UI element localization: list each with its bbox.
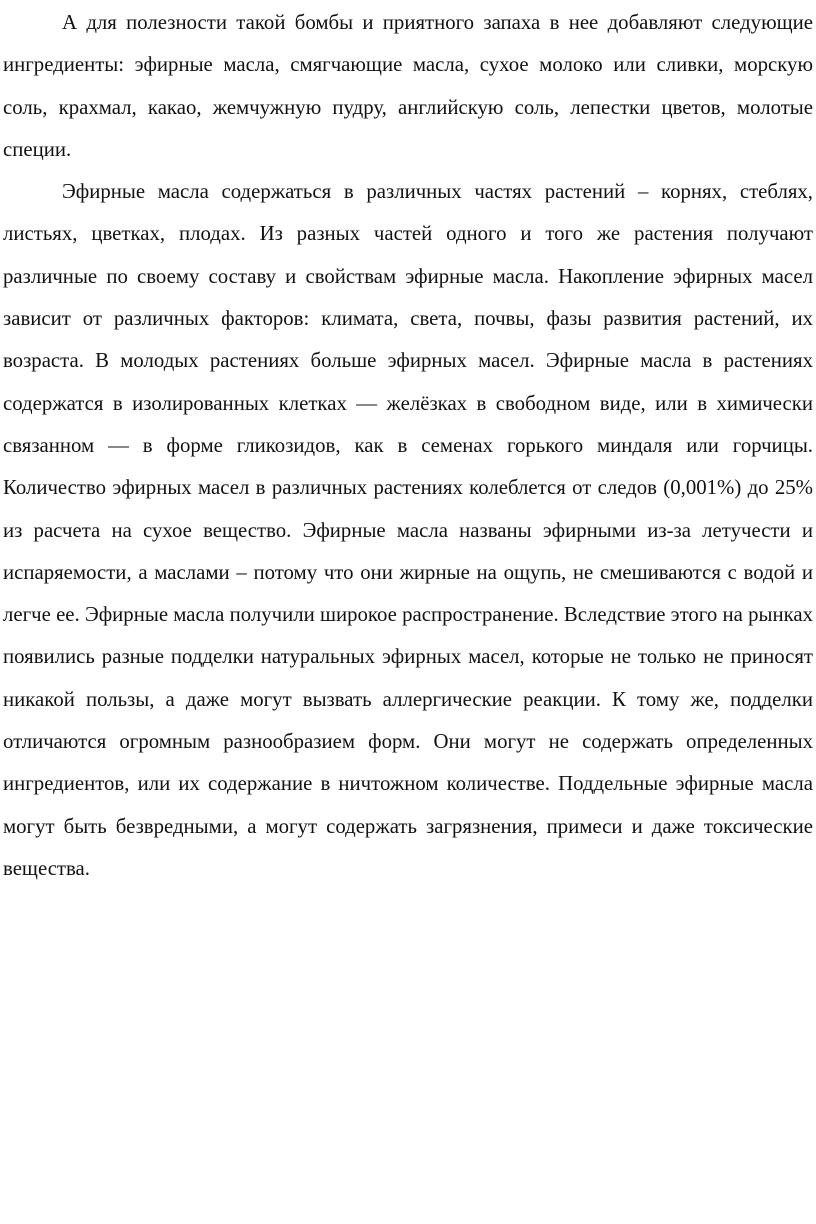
- paragraph-essential-oils: Эфирные масла содержаться в различных частях растений – корнях, стеблях, листьях, цветках, плодах. Из разных частей одного и того же растения получают различные по своему составу и свойствам эфирные масла. Накопление эфирных масел зависит от различных факторов: климата, света, почвы, фазы развития растений, их возраста. В молодых растениях больше эфирных масел. Эфирные масла в растениях содержатся в изолированных клетках — желёзках в свободном виде, или в химически связанном — в форме гликозидов, как в семенах горького миндаля или горчицы. Количество эфирных масел в различных растениях колеблется от следов (0,001%) до 25% из расчета на сухое вещество. Эфирные масла названы эфирными из-за летучести и испаряемости, а маслами – потому что они жирные на ощупь, не смешиваются с водой и легче ее. Эфирные масла получили широкое распространение. Вследствие этого на рынках появились разные подделки натуральных эфирных масел, которые не только не приносят никакой пользы, а даже могут вызвать аллергические реакции. К тому же, подделки отличаются огромным разнообразием форм. Они могут не содержать определенных ингредиентов, или их содержание в ничтожном количестве. Поддельные эфирные масла могут быть безвредными, а могут содержать загрязнения, примеси и даже токсические вещества.: [3, 180, 813, 880]
- paragraph-ingredients: А для полезности такой бомбы и приятного запаха в нее добавляют следующие ингредиенты: эфирные масла, смягчающие масла, сухое молоко или сливки, морскую соль, крахмал, какао, жемчужную пудру, английскую соль, лепестки цветов, молотые специи.: [3, 11, 813, 161]
